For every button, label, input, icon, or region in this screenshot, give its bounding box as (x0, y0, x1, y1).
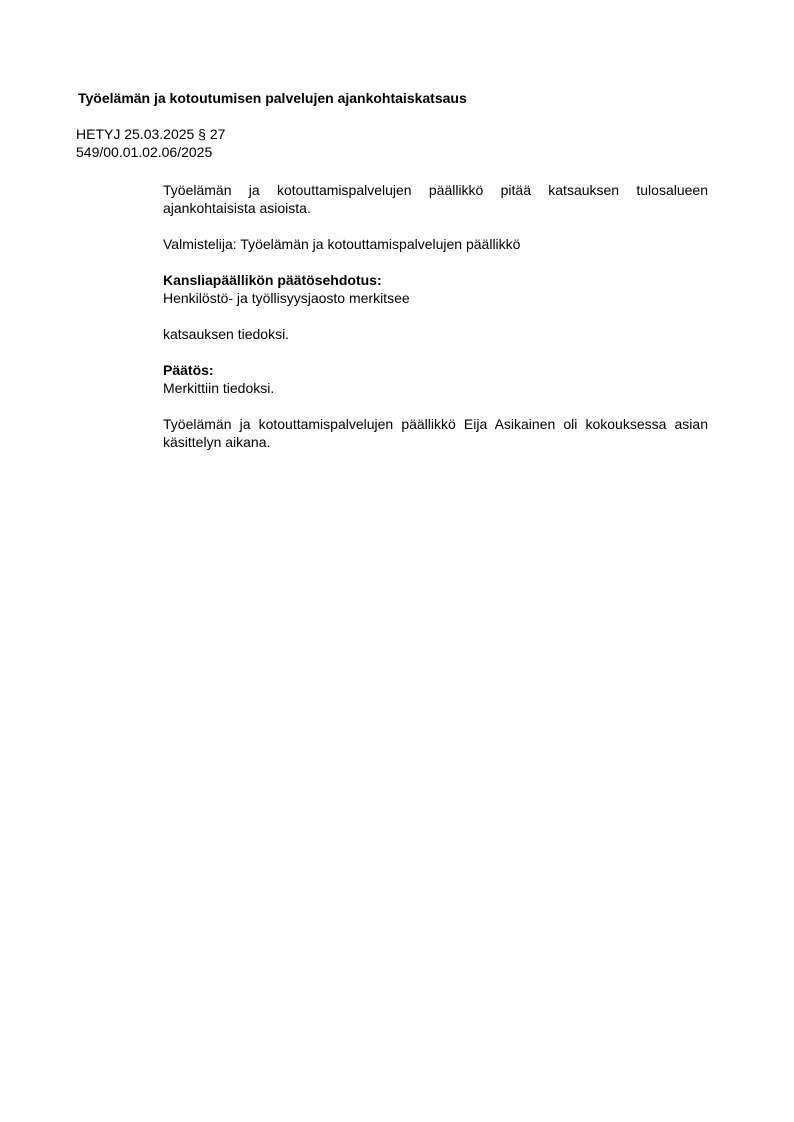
document-title: Työelämän ja kotoutumisen palvelujen ajankohtaiskatsaus (78, 90, 467, 106)
meeting-meta (76, 125, 225, 161)
closing-paragraph: Työelämän ja kotouttamispalvelujen päällikkö Eija Asikainen oli kokouksessa asian käsittelyn aikana. (163, 416, 708, 450)
decision-text: Merkittiin tiedoksi. (163, 380, 275, 396)
proposal-section (163, 271, 708, 307)
preparer-paragraph: Valmistelija: Työelämän ja kotouttamispalvelujen päällikkö (163, 236, 521, 252)
decision-section (163, 361, 708, 397)
meeting-reference: HETYJ 25.03.2025 § 27 (76, 126, 226, 142)
record-number: 549/00.01.02.06/2025 (76, 144, 213, 160)
decision-label: Päätös: (163, 362, 214, 378)
proposal-label: Kansliapäällikön päätösehdotus: (163, 272, 382, 288)
document-body (163, 181, 708, 469)
proposal-continuation: katsauksen tiedoksi. (163, 326, 290, 342)
intro-paragraph: Työelämän ja kotouttamispalvelujen päällikkö pitää katsauksen tulosalueen ajankohtaisista asioista. (163, 182, 708, 216)
proposal-text: Henkilöstö- ja työllisyysjaosto merkitsee (163, 290, 410, 306)
